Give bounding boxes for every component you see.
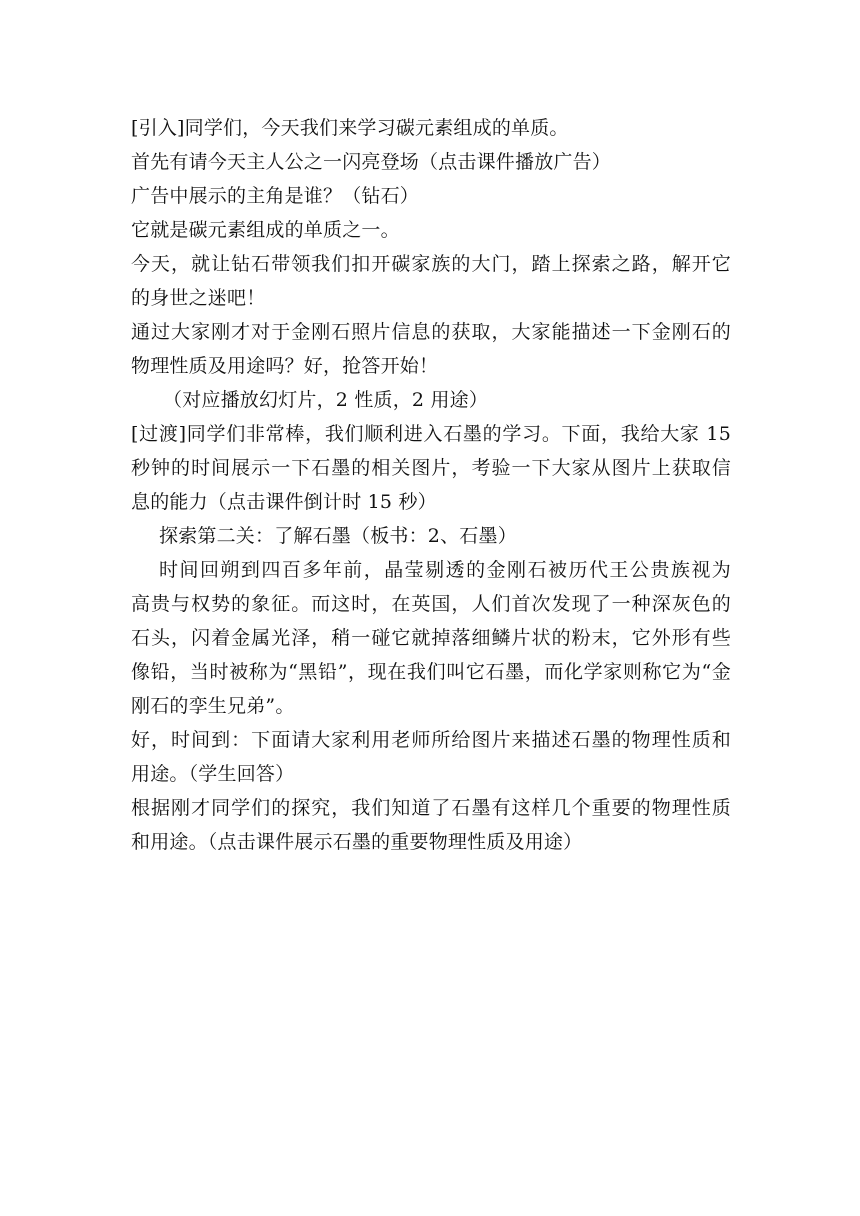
text-line: 首先有请今天主人公之一闪亮登场（点击课件播放广告） bbox=[131, 151, 612, 173]
text-line-transition: [过渡]同学们非常棒，我们顺利进入石墨的学习。下面，我给大家 15 bbox=[131, 423, 731, 445]
text-line: 石头，闪着金属光泽，稍一碰它就掉落细鳞片状的粉末，它外形有些 bbox=[131, 627, 731, 649]
text-line-section-heading: 探索第二关：了解石墨（板书：2、石墨） bbox=[159, 525, 517, 547]
text-line: 广告中展示的主角是谁？（钻石） bbox=[131, 185, 420, 207]
text-line: 和用途。（点击课件展示石墨的重要物理性质及用途） bbox=[131, 831, 583, 853]
text-line: 息的能力（点击课件倒计时 15 秒） bbox=[131, 491, 437, 513]
text-line: 的身世之迷吧！ bbox=[131, 287, 266, 309]
text-line: 物理性质及用途吗？好，抢答开始！ bbox=[131, 355, 439, 377]
text-line-indented: （对应播放幻灯片，2 性质，2 用途） bbox=[163, 389, 489, 411]
text-line: 通过大家刚才对于金刚石照片信息的获取，大家能描述一下金刚石的 bbox=[131, 321, 731, 343]
text-line: 用途。（学生回答） bbox=[131, 763, 295, 785]
text-line: 今天，就让钻石带领我们扣开碳家族的大门，踏上探索之路，解开它 bbox=[131, 253, 731, 275]
text-line: 像铅，当时被称为“黑铅”，现在我们叫它石墨，而化学家则称它为“金 bbox=[131, 661, 731, 683]
text-line: 好，时间到：下面请大家利用老师所给图片来描述石墨的物理性质和 bbox=[131, 729, 731, 751]
text-line: 高贵与权势的象征。而这时，在英国，人们首次发现了一种深灰色的 bbox=[131, 593, 731, 615]
text-line: 刚石的孪生兄弟”。 bbox=[131, 695, 295, 717]
text-line: 它就是碳元素组成的单质之一。 bbox=[131, 219, 400, 241]
text-line-intro: [引入]同学们，今天我们来学习碳元素组成的单质。 bbox=[131, 117, 569, 139]
text-line-paragraph-start: 时间回朔到四百多年前，晶莹剔透的金刚石被历代王公贵族视为 bbox=[159, 559, 731, 581]
document-page bbox=[131, 112, 731, 858]
text-line: 根据刚才同学们的探究，我们知道了石墨有这样几个重要的物理性质 bbox=[131, 797, 731, 819]
text-line: 秒钟的时间展示一下石墨的相关图片，考验一下大家从图片上获取信 bbox=[131, 457, 731, 479]
